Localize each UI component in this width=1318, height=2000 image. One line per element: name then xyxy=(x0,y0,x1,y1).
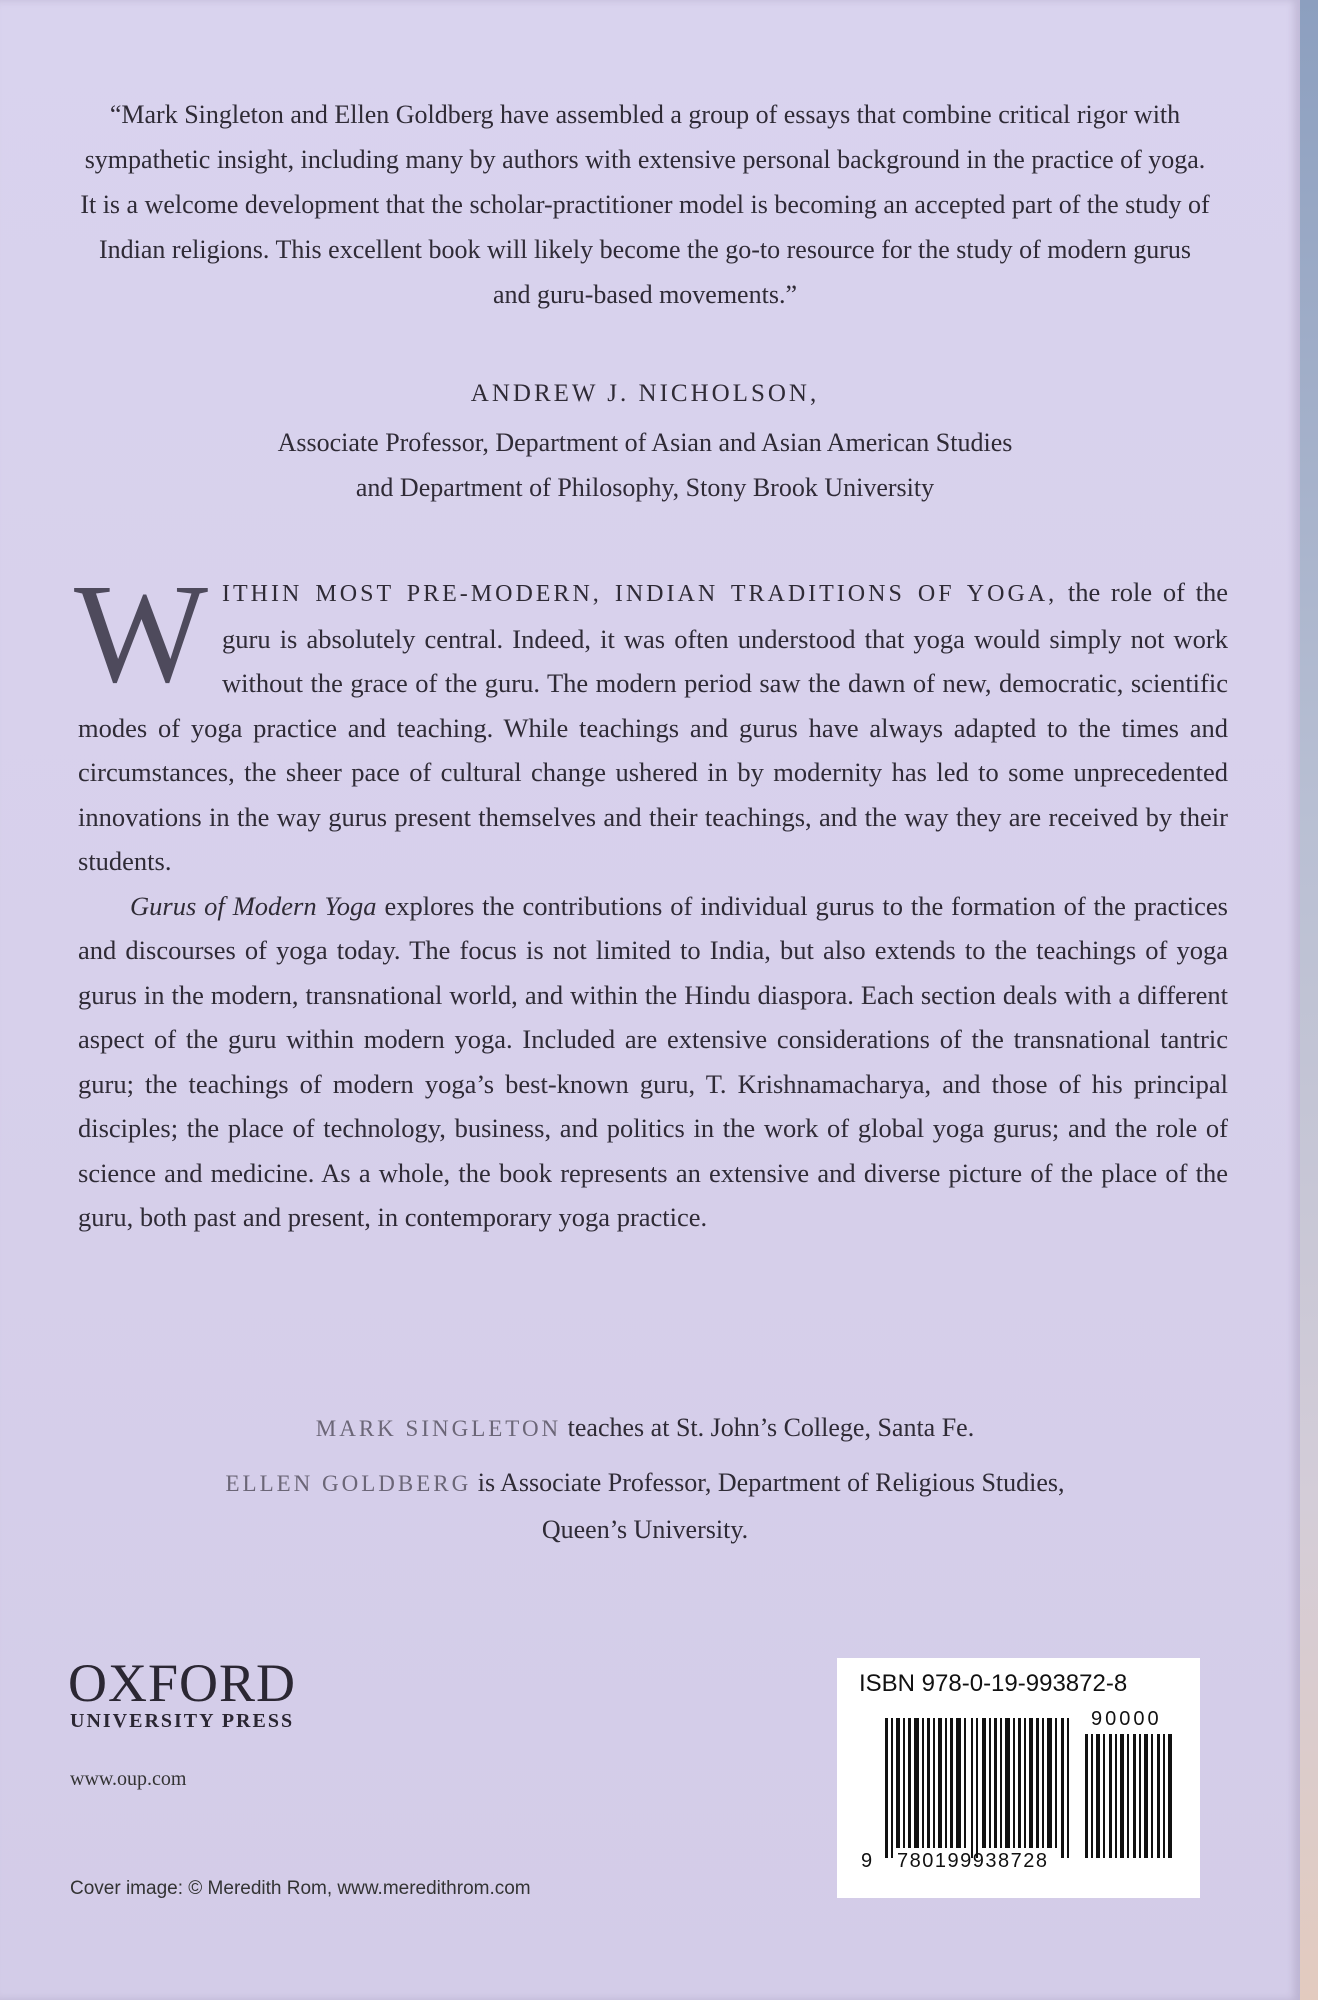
editor-2-description-line-2: Queen’s University. xyxy=(541,1515,749,1544)
paragraph-2-text: explores the contributions of individual gurus to the formation of the practices and discourses of yoga today. The focus is not limited to India, but also extends to the teachings of yoga gurus in the modern, transnational world, and within the Hindu diaspora. Each section deals with a different aspect of the guru within modern yoga. Included are extensive considerations of the transnational tantric guru; the teachings of modern yoga’s best-known guru, T. Krishnamacharya, and those of his principal disciples; the place of technology, business, and politics in the work of global yoga gurus; and the role of science and medicine. As a whole, the book represents an extensive and diverse picture of the place of the guru, both past and present, in contemporary yoga practice. xyxy=(78,890,1228,1232)
barcode-addon-digits: 90000 xyxy=(1091,1708,1162,1730)
drop-cap: W xyxy=(74,554,209,712)
barcode-addon-bars xyxy=(1085,1734,1175,1858)
barcode-main-bars xyxy=(885,1718,1075,1858)
book-title: Gurus of Modern Yoga xyxy=(130,890,377,921)
publisher-logo: OXFORD xyxy=(68,1653,297,1713)
isbn-barcode-panel xyxy=(837,1658,1200,1898)
paragraph-1-text: the role of the guru is absolutely central. Indeed, it was often understood that yoga would simply not work without the grace of the guru. The modern period saw the dawn of new, democratic, scientific modes of yoga practice and teaching. While teachings and gurus have always adapted to the times and circumstances, the sheer pace of cultural change ushered in by modernity has led to some unprecedented innovations in the way gurus present themselves and their teachings, and the way they are received by their students. xyxy=(78,577,1228,876)
affiliation-line-2: and Department of Philosophy, Stony Brook University xyxy=(355,473,935,502)
quote-author-affiliation xyxy=(80,420,1210,510)
isbn-label: ISBN 978-0-19-993872-8 xyxy=(859,1670,1128,1697)
publisher-url: www.oup.com xyxy=(70,1768,187,1790)
quote-text: “Mark Singleton and Ellen Goldberg have assembled a group of essays that combine critical rigor with sympathetic insight, including many by authors with extensive personal background in the practice of yoga. It is a welcome development that the scholar-practitioner model is becoming an accepted part of the study of Indian religions. This excellent book will likely become the go-to resource for the study of modern gurus and guru-based movements.” xyxy=(80,100,1210,309)
quote-author: ANDREW J. NICHOLSON, xyxy=(470,380,820,407)
editor-1-bio xyxy=(80,1405,1210,1452)
affiliation-line-1: Associate Professor, Department of Asian and Asian American Studies xyxy=(277,428,1013,457)
editor-1-description: teaches at St. John’s College, Santa Fe. xyxy=(567,1413,975,1442)
endorsement-quote xyxy=(80,92,1210,317)
description-paragraph-2 xyxy=(78,884,1228,1240)
editor-2-description-line-1: is Associate Professor, Department of Religious Studies, xyxy=(477,1468,1065,1497)
page-edge-background xyxy=(1300,0,1318,2000)
editor-2-bio xyxy=(80,1460,1210,1553)
publisher-press-label: UNIVERSITY PRESS xyxy=(70,1710,295,1732)
description-paragraph-1 xyxy=(74,554,1228,884)
editor-1-name: MARK SINGLETON xyxy=(315,1416,562,1441)
editor-bios xyxy=(80,1405,1210,1553)
cover-image-credit: Cover image: © Meredith Rom, www.meredithrom.com xyxy=(70,1878,531,1899)
editor-2-name: ELLEN GOLDBERG xyxy=(225,1471,472,1496)
book-description xyxy=(74,554,1228,1266)
barcode-first-digit: 9 xyxy=(861,1850,873,1872)
barcode-digits: 780199938728 xyxy=(897,1850,1049,1872)
opening-small-caps: ITHIN MOST PRE-MODERN, INDIAN TRADITIONS OF YOGA, xyxy=(222,581,1058,607)
